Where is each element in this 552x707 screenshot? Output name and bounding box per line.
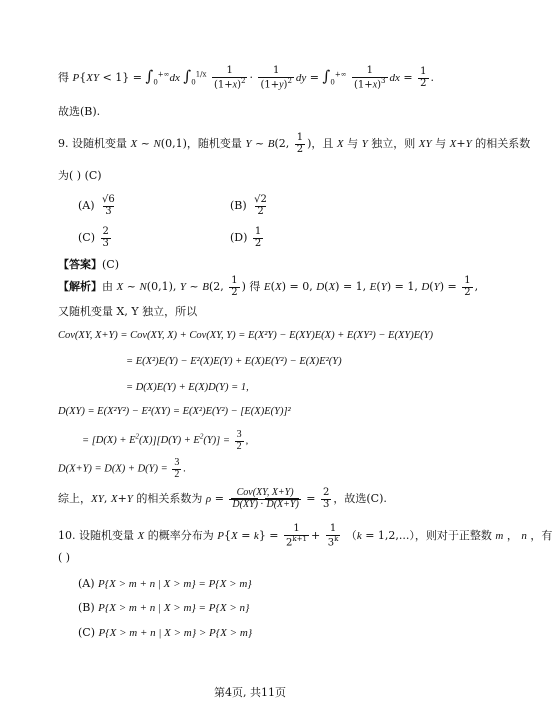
dxy-line2: = $[D(X) + E^2(X)][D(Y) + E^2(Y)]$ = $\frac{3}{2}$ ,: [82, 429, 249, 452]
q9-answer: 【答案】(C): [58, 258, 119, 271]
page-footer: 第4页, 共11页: [214, 686, 286, 699]
dxy-line1: D(XY) = E(X²Y²) − E²(XY) = E(X²)E(Y²) − [E(X)E(Y)]²: [58, 406, 291, 417]
q9-stem-line1: 9. 设随机变量 X ~ N(0,1)，随机变量 Y ~ B(2, $\frac{1}{2}$ )，且 X 与 Y 独立，则 XY 与 X+Y 的相关系数: [58, 132, 531, 155]
q10-option-b[interactable]: (B) P{X > m + n | X > m} = P{X > n}: [78, 601, 250, 614]
q10-stem-line2: ( ): [58, 551, 71, 564]
q9-stem-line2: 为( ) (C): [58, 169, 102, 182]
prev-result-prefix: 得: [58, 71, 69, 85]
q10-option-c[interactable]: (C) P{X > m + n | X > m} > P{X > m}: [78, 626, 253, 639]
q9-analysis-line2: 又随机变量 X, Y 独立，所以: [58, 305, 198, 318]
q9-analysis-line1: 【解析】由 X ~ N(0,1), Y ~ B(2, $\frac{1}{2}$ ) 得 E(X) = 0, D(X) = 1, E(Y) = 1, D(Y) = $\frac{1}{2}$ ,: [58, 275, 479, 298]
q9-option-c[interactable]: (C) $\frac{2}{3}$: [78, 226, 109, 249]
dsum-line: D(X+Y) = D(X) + D(Y) = $\frac{3}{2}$ .: [58, 457, 186, 480]
q9-conclusion: 综上，XY, X+Y 的相关系数为 ρ = $\frac{\text{Cov(XY, X+Y)}}{D(XY) \cdot D(X+Y)}$ = $\frac{2}{3}$ ，故选(C).: [58, 487, 387, 510]
cov-line1: Cov(XY, X+Y) = Cov(XY, X) + Cov(XY, Y) = E(X²Y) − E(XY)E(X) + E(XY²) − E(XY)E(Y): [58, 330, 433, 341]
prev-choice: 故选(B).: [58, 105, 101, 118]
q9-option-a[interactable]: (A) $\frac{√6}{3}$: [78, 194, 115, 217]
cov-line3: = D(X)E(Y) + E(X)D(Y) = 1,: [126, 382, 249, 393]
q9-option-b[interactable]: (B) $\frac{√2}{2}$: [230, 194, 267, 217]
q10-stem-line1: 10. 设随机变量 X 的概率分布为 P{X = k} = $\frac{1}{2^{k+1}}$ + $\frac{1}{3^k}$ （k = 1,2,...），则对于正整数 m ， n ，有: [58, 523, 552, 548]
q9-option-d[interactable]: (D) $\frac{1}{2}$: [230, 226, 262, 249]
cov-line2: = E(X²)E(Y) − E²(X)E(Y) + E(X)E(Y²) − E(X)E²(Y): [126, 356, 342, 367]
q10-option-a[interactable]: (A) P{X > m + n | X > m} = P{X > m}: [78, 577, 252, 590]
prev-result-line: 得 $P\{XY < 1\} = \int_0^{+\infty}dx$ $\int_0^{1/x}$ $\frac{1}{(1+x)^2}$ · $\frac{1}{(1+y)^2}$ dy = $\int_0^{+\infty}$ $\frac{1}{(1+x)^3}$ dx = $\frac{1}{2}$ .: [58, 65, 434, 90]
